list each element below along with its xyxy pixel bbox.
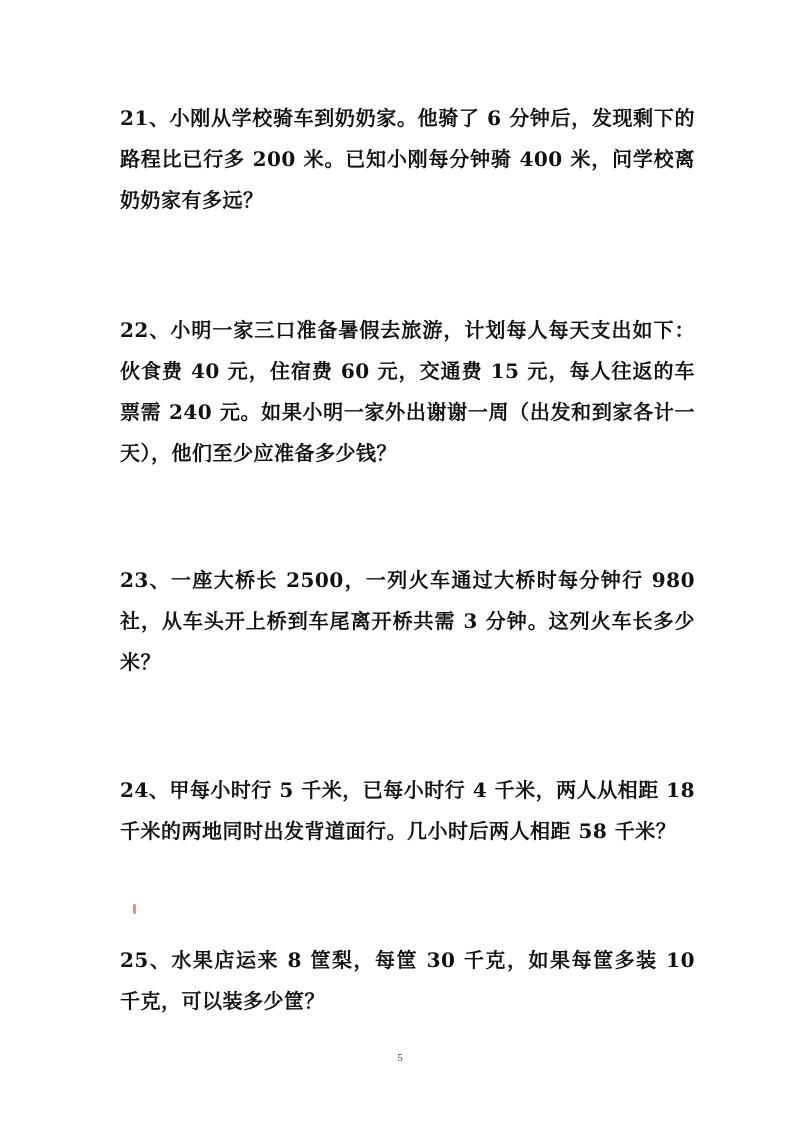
problem-22: 22、小明一家三口准备暑假去旅游，计划每人每天支出如下：伙食费 40 元，住宿费 60 元，交通费 15 元，每人往返的车票需 240 元。如果小明一家外出谢谢一周（出发和到家各计一天），他们至少应准备多少钱？: [120, 318, 695, 465]
scan-mark: [133, 904, 136, 914]
problem-21: 21、小刚从学校骑车到奶奶家。他骑了 6 分钟后，发现剩下的路程比已行多 200 米。已知小刚每分钟骑 400 米，问学校离奶奶家有多远？: [120, 106, 695, 212]
problem-24: 24、甲每小时行 5 千米，已每小时行 4 千米，两人从相距 18 千米的两地同时出发背道面行。几小时后两人相距 58 千米？: [120, 778, 695, 843]
problem-25: 25、水果店运来 8 筐梨，每筐 30 千克，如果每筐多装 10 千克，可以装多少筐？: [120, 948, 695, 1013]
page-number: 5: [397, 1052, 403, 1064]
problem-23: 23、一座大桥长 2500，一列火车通过大桥时每分钟行 980 社，从车头开上桥到车尾离开桥共需 3 分钟。这列火车长多少米？: [120, 568, 695, 674]
